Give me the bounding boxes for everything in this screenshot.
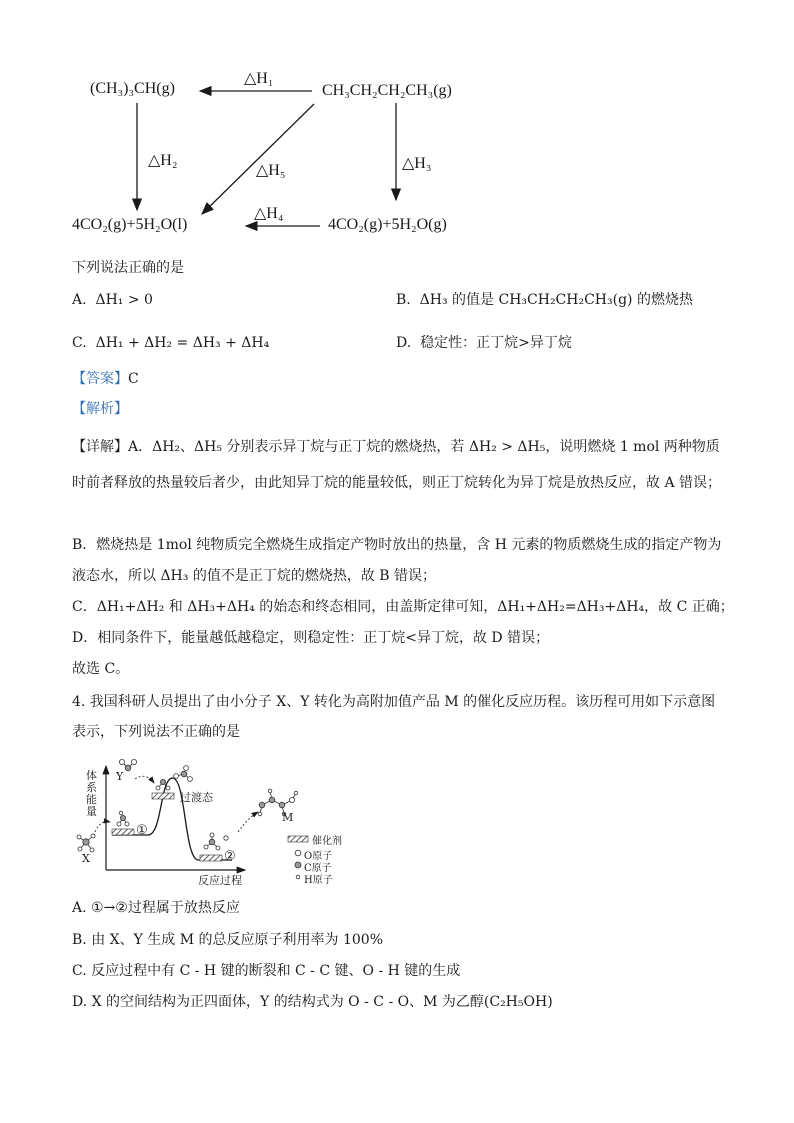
option-key: D. <box>396 335 412 351</box>
option-key: A. <box>72 292 87 308</box>
option-key: B. <box>396 292 411 308</box>
label-dh5: △H₅ <box>256 162 286 179</box>
legend-oxygen-swatch <box>295 850 301 856</box>
q3-conclusion: 故选 C。 <box>72 661 130 677</box>
legend-oxygen-label: O原子 <box>304 851 333 862</box>
option-text: ΔH₃ 的值是 CH₃CH₂CH₂CH₃(g) 的燃烧热 <box>419 292 693 308</box>
q3-stem: 下列说法正确的是 <box>72 260 184 276</box>
q3-analysis-line-3: B．燃烧热是 1mol 纯物质完全燃烧生成指定产物时放出的热量，含 H 元素的物质燃烧生成的指定产物为 <box>72 537 722 553</box>
label-dh4: △H₄ <box>254 205 284 222</box>
legend-hydrogen-label: H原子 <box>304 875 333 886</box>
reaction-axis-label: 反应过程 <box>198 874 242 887</box>
option-text: ΔH₁ > 0 <box>95 292 153 308</box>
option-text: ΔH₁ + ΔH₂ = ΔH₃ + ΔH₄ <box>95 335 270 351</box>
state-1-marker: ① <box>136 823 148 838</box>
catalyst-bar-state1 <box>112 829 134 835</box>
species-products-liquid-water: 4CO₂(g)+5H₂O(l) <box>72 216 188 233</box>
molecule-x-icon <box>77 834 95 852</box>
catalyst-bar-transition <box>152 793 174 799</box>
q4-option-b: B. 由 X、Y 生成 M 的总反应原子利用率为 100% <box>72 932 384 948</box>
analysis-text: A．ΔH₂、ΔH₅ 分别表示异丁烷与正丁烷的燃烧热，若 ΔH₂ > ΔH₅，说明燃烧 1 mol 两种物质 <box>128 439 720 455</box>
q3-analysis-line-6: D．相同条件下，能量越低越稳定，则稳定性：正丁烷<异丁烷，故 D 错误； <box>72 630 550 646</box>
label-dh2: △H₂ <box>148 152 178 169</box>
molecule-m-label: M <box>282 811 294 824</box>
answer-value: C <box>128 371 139 387</box>
legend-catalyst-swatch <box>288 836 308 842</box>
q4-option-a: A. ①→②过程属于放热反应 <box>72 900 240 916</box>
state-2-marker: ② <box>224 849 236 864</box>
label-dh1: △H₁ <box>244 70 274 87</box>
option-text: 稳定性：正丁烷>异丁烷 <box>420 335 572 351</box>
legend-carbon-swatch <box>295 862 301 868</box>
energy-axis-label <box>86 770 98 818</box>
catalyst-bar-state2 <box>200 855 222 861</box>
energy-curve <box>112 778 232 860</box>
q4-option-d: D. X 的空间结构为正四面体，Y 的结构式为 O - C - O、M 为乙醇(C₂H₅OH) <box>72 994 553 1010</box>
species-isobutane: (CH₃)₃CH(g) <box>90 80 175 97</box>
dashed-arrow-y <box>135 776 154 783</box>
molecule-y-label: Y <box>116 770 124 783</box>
q3-analysis-line-4: 液态水，所以 ΔH₃ 的值不是正丁烷的燃烧热，故 B 错误； <box>72 568 437 584</box>
legend-catalyst-label: 催化剂 <box>312 836 342 847</box>
detail-tag: 【详解】 <box>72 439 128 455</box>
q3-analysis-line-5: C．ΔH₁+ΔH₂ 和 ΔH₃+ΔH₄ 的始态和终态相同，由盖斯定律可知，ΔH₁+ΔH₂=ΔH₃+ΔH₄，故 C 正确； <box>72 599 734 615</box>
label-dh3: △H₃ <box>402 155 432 172</box>
molecule-x-label: X <box>82 852 90 865</box>
species-products-gas-water: 4CO₂(g)+5H₂O(g) <box>328 216 447 233</box>
answer-tag: 【答案】 <box>72 371 128 387</box>
ylabel-char: 量 <box>86 805 97 818</box>
q4-option-c: C. 反应过程中有 C - H 键的断裂和 C - C 键、O - H 键的生成 <box>72 963 461 979</box>
q4-stem-line-2: 表示，下列说法不正确的是 <box>72 724 240 740</box>
adsorbed-state1-icon <box>117 811 129 826</box>
legend-hydrogen-swatch <box>296 875 300 879</box>
adsorbed-state2-icon <box>204 833 228 850</box>
q3-analysis-line-2: 时前者释放的热量较后者少，由此知异丁烷的能量较低，则正丁烷转化为异丁烷是放热反应，故 A 错误； <box>72 475 722 491</box>
ylabel-char: 能 <box>86 793 97 806</box>
dashed-arrow-x <box>95 822 110 832</box>
q4-stem-line-1: 4. 我国科研人员提出了由小分子 X、Y 转化为高附加值产品 M 的催化反应历程。该历程可用如下示意图 <box>72 694 716 710</box>
species-n-butane: CH₃CH₂CH₂CH₃(g) <box>322 82 452 99</box>
transition-state-cluster-icon <box>156 766 192 790</box>
ylabel-char: 系 <box>86 781 97 794</box>
ylabel-char: 体 <box>86 769 97 782</box>
transition-state-label: 过渡态 <box>180 791 213 804</box>
option-key: C. <box>72 335 87 351</box>
q3-analysis-tag: 【解析】 <box>72 401 128 417</box>
dashed-arrow-m <box>238 812 258 832</box>
legend-carbon-label: C原子 <box>304 863 332 874</box>
